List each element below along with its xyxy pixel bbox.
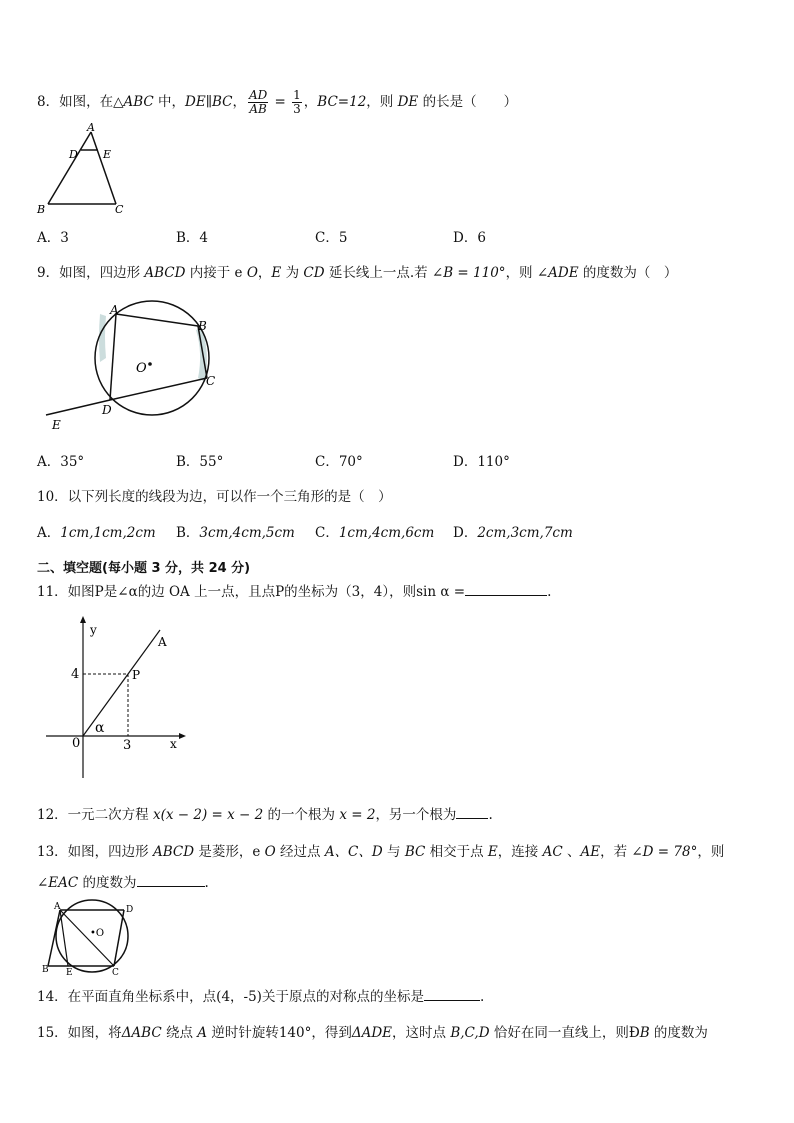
q13-e: E — [487, 844, 498, 860]
q9-text: 如图，四边形 — [59, 265, 145, 281]
q8-label-e: E — [103, 148, 112, 161]
q8-de: DE — [397, 94, 419, 110]
q15-text: 绕点 — [161, 1025, 198, 1041]
q9-o: O — [246, 265, 258, 281]
q12-text: ，另一个根为 — [375, 807, 457, 823]
q13-label-a: A — [54, 902, 61, 912]
q13-text: ，连接 — [497, 844, 543, 860]
q12-answer-blank[interactable] — [456, 806, 488, 819]
q8-text: 的长是（ ） — [418, 94, 518, 110]
q11-text: . — [547, 584, 552, 600]
q13-text: 是菱形，e — [194, 844, 265, 860]
q11-label-p: P — [132, 668, 141, 682]
q8-stem — [37, 89, 517, 116]
q9-text: ， — [257, 265, 272, 281]
q11-coordinate-figure — [40, 612, 210, 782]
q13-label-e: E — [66, 968, 73, 978]
q9-label-d: D — [102, 403, 112, 417]
q15-triangle-ade: ΔADE — [351, 1025, 393, 1041]
q15-degree: 140° — [278, 1025, 312, 1041]
q9-label-b: B — [198, 319, 207, 333]
q8-frac-den: AB — [249, 102, 267, 116]
q9-e: E — [271, 265, 282, 281]
q13-abcd: ABCD — [152, 844, 195, 860]
q8-bc12: BC=12 — [317, 94, 367, 110]
q9-abcd: ABCD — [144, 265, 186, 281]
q8-option-b[interactable]: B．4 — [176, 230, 209, 246]
q10-option-d-label: D． — [453, 525, 478, 541]
q9-label-e: E — [52, 418, 61, 432]
q10-option-c-label: C． — [315, 525, 339, 541]
q13-angle-eac: ∠EAC — [37, 875, 79, 891]
q12-stem — [37, 806, 493, 824]
q8-label-b: B — [37, 203, 46, 216]
q13-angle-d: ∠D = 78° — [631, 844, 698, 860]
q8-val-num: 1 — [293, 88, 301, 102]
q8-frac-num: AD — [248, 88, 268, 102]
q10-option-b[interactable] — [176, 524, 295, 542]
q11-label-4: 4 — [71, 667, 80, 682]
q12-text: 的一个根为 — [263, 807, 340, 823]
q8-value-fraction — [292, 89, 302, 116]
q13-bc: BC — [404, 844, 426, 860]
q9-text: 为 — [281, 265, 304, 281]
q13-text: 、 — [562, 844, 581, 860]
q9-number: 9． — [37, 265, 60, 281]
q14-text: 14．在平面直角坐标系中，点(4，-5)关于原点的对称点的坐标是 — [37, 989, 424, 1005]
q11-answer-blank[interactable] — [465, 583, 547, 596]
q8-de-bc: DE∥BC — [185, 94, 233, 110]
q8-val-den: 3 — [293, 102, 301, 116]
q12-text: 12．一元二次方程 — [37, 807, 153, 823]
q8-text: ， — [303, 94, 318, 110]
q9-circle-figure — [40, 298, 240, 438]
q8-abc: ABC — [123, 94, 154, 110]
q11-label-0: 0 — [72, 736, 81, 751]
q15-text: 逆时针旋转 — [207, 1025, 279, 1041]
q9-stem — [37, 264, 677, 282]
q8-number: 8． — [37, 94, 60, 110]
q9-text: 延长线上一点.若 — [324, 265, 432, 281]
q9-option-b[interactable]: B．55° — [176, 454, 224, 470]
q13-text: 13．如图，四边形 — [37, 844, 153, 860]
q11-stem — [37, 583, 551, 601]
q8-text: ， — [232, 94, 246, 110]
q10-option-b-label: B． — [176, 525, 200, 541]
q13-ac: AC — [542, 844, 563, 860]
q13-text: ，若 — [600, 844, 632, 860]
q14-answer-blank[interactable] — [424, 988, 480, 1001]
q13-o: O — [264, 844, 276, 860]
q13-answer-blank[interactable] — [137, 874, 205, 887]
q10-option-a[interactable] — [37, 524, 156, 542]
q11-label-3: 3 — [123, 738, 132, 753]
q8-label-a: A — [87, 121, 95, 134]
q10-option-c[interactable] — [315, 524, 434, 542]
q13-text: 相交于点 — [425, 844, 488, 860]
q10-option-b-value: 3cm,4cm,5cm — [199, 525, 295, 541]
q15-a: A — [197, 1025, 208, 1041]
q12-root: x = 2 — [339, 807, 376, 823]
q8-eq: = — [270, 94, 291, 110]
q13-stem-line1 — [37, 843, 724, 861]
q10-option-a-label: A． — [37, 525, 61, 541]
q10-option-d[interactable] — [453, 524, 573, 542]
q14-text: . — [479, 989, 485, 1005]
q8-option-a[interactable]: A．3 — [37, 230, 69, 246]
q11-text: 11．如图P是∠α的边 OA 上一点，且点P的坐标为（3，4），则sin α = — [37, 584, 466, 600]
q15-text: ，这时点 — [392, 1025, 451, 1041]
q8-text: 如图，在△ — [59, 94, 124, 110]
section-fill-in: 二、填空题(每小题 3 分，共 24 分) — [37, 561, 251, 576]
q10-option-a-value: 1cm,1cm,2cm — [60, 525, 156, 541]
q15-text: 15．如图，将 — [37, 1025, 122, 1041]
q15-b: B — [639, 1025, 650, 1041]
q10-option-d-value: 2cm,3cm,7cm — [477, 525, 573, 541]
q15-points: B,C,D — [450, 1025, 490, 1041]
q8-option-d[interactable]: D．6 — [453, 230, 486, 246]
q13-label-b: B — [42, 965, 49, 975]
q9-label-o: O — [136, 361, 147, 376]
q8-text: ，则 — [366, 94, 398, 110]
q8-triangle-figure — [36, 120, 136, 220]
q15-stem — [37, 1024, 708, 1042]
q10-option-c-value: 1cm,4cm,6cm — [338, 525, 435, 541]
q9-text: ，则 — [505, 265, 537, 281]
q9-cd: CD — [303, 265, 325, 281]
q12-text: . — [488, 807, 493, 823]
q11-label-alpha: α — [95, 720, 105, 736]
q11-label-x: x — [170, 737, 177, 751]
q9-label-c: C — [206, 374, 216, 388]
q13-text: ，则 — [697, 844, 725, 860]
q9-angle-ade: ∠ADE — [536, 265, 579, 281]
q13-ae: AE — [580, 844, 601, 860]
q13-rhombus-figure — [40, 898, 140, 978]
q13-text: . — [204, 875, 209, 891]
q8-option-c[interactable]: C．5 — [315, 230, 348, 246]
q13-label-c: C — [112, 968, 119, 978]
q13-points: A、C、D — [324, 844, 383, 860]
q9-option-d[interactable]: D．110° — [453, 454, 510, 470]
q9-angle-b: ∠B = 110° — [431, 265, 506, 281]
q15-text: 的度数为 — [649, 1025, 708, 1041]
q12-equation: x(x − 2) = x − 2 — [152, 807, 264, 823]
q9-option-a[interactable]: A．35° — [37, 454, 85, 470]
q15-text: 恰好在同一直线上，则Ð — [489, 1025, 640, 1041]
q8-text: 中， — [153, 94, 186, 110]
q13-label-o: •O — [90, 928, 105, 939]
q13-stem-line2 — [37, 874, 209, 892]
q9-text: 内接于 e — [185, 265, 247, 281]
q13-text: 经过点 — [275, 844, 325, 860]
q15-triangle-abc: ΔABC — [121, 1025, 162, 1041]
q10-stem: 10．以下列长度的线段为边，可以作一个三角形的是（ ） — [37, 489, 392, 505]
q8-label-c: C — [115, 203, 124, 216]
q11-label-a: A — [158, 635, 167, 649]
q13-text: 与 — [382, 844, 405, 860]
q14-stem — [37, 988, 484, 1006]
q8-label-d: D — [69, 148, 78, 161]
q13-text: 的度数为 — [78, 875, 137, 891]
q15-text: ，得到 — [311, 1025, 352, 1041]
q13-label-d: D — [126, 905, 134, 915]
q9-text: 的度数为（ ） — [578, 265, 678, 281]
q9-option-c[interactable]: C．70° — [315, 454, 363, 470]
q9-label-a: A — [110, 303, 119, 317]
q8-fraction — [248, 89, 268, 116]
q11-label-y: y — [90, 623, 97, 637]
